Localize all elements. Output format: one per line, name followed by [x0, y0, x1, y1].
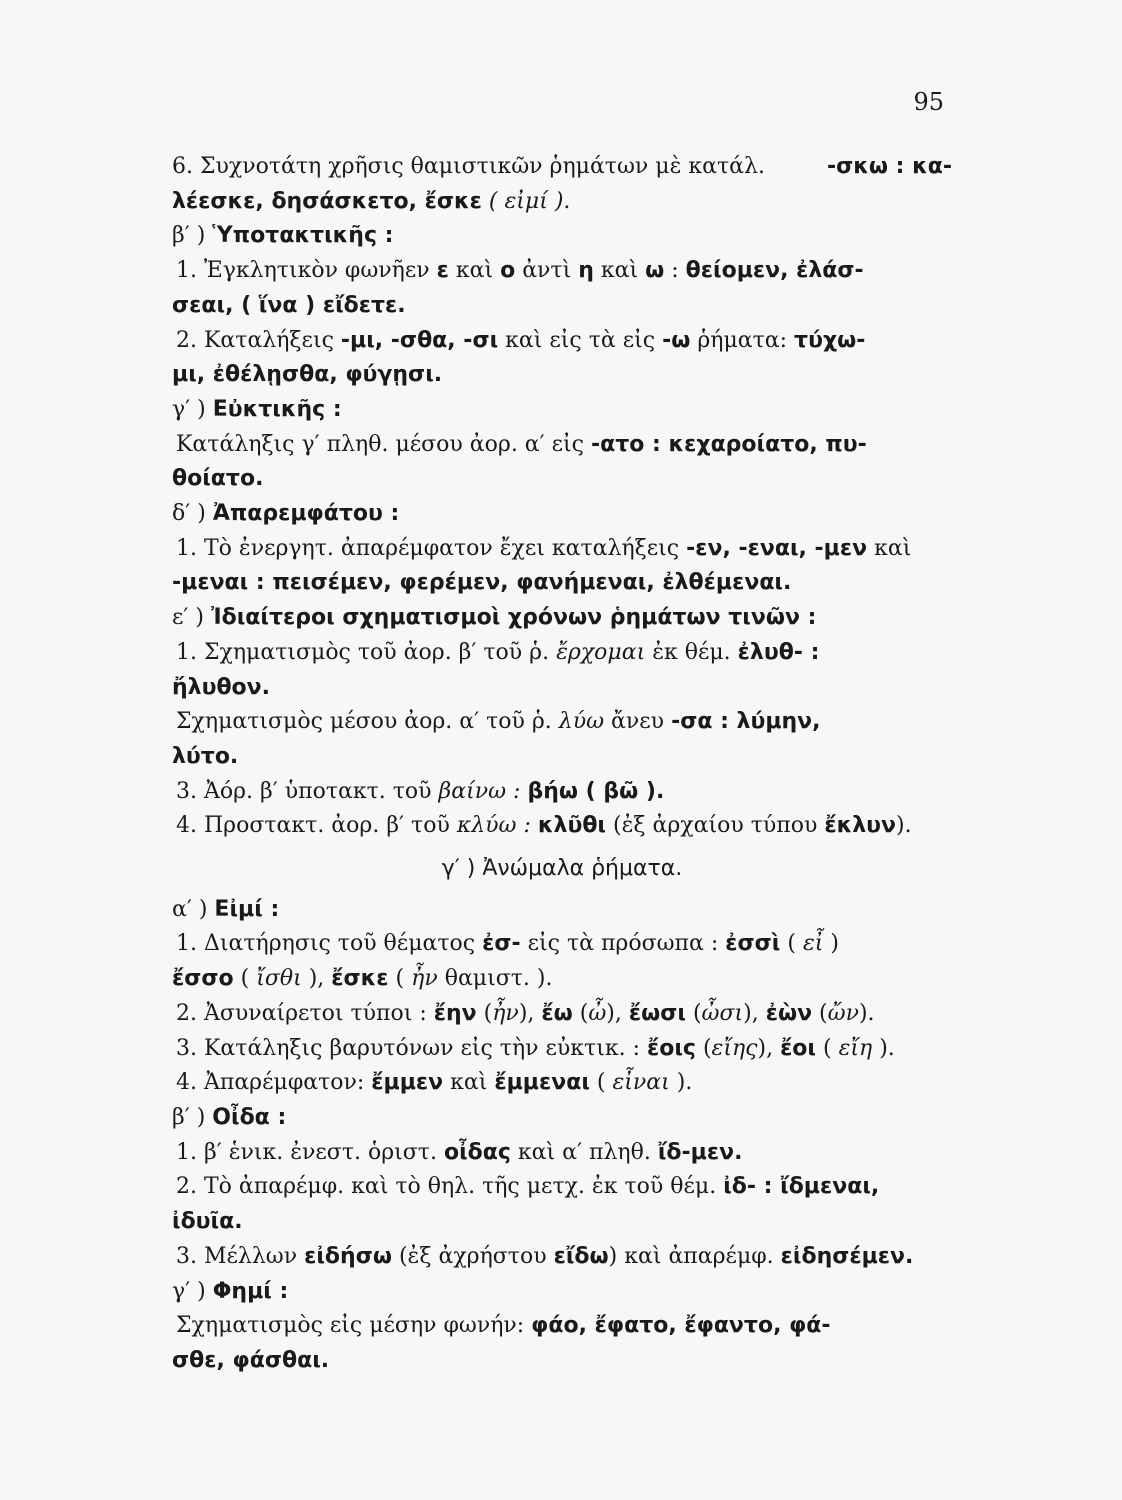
- text-line: 1. Διατήρησις τοῦ θέματος ἐσ- εἰς τὰ πρόσωπα : ἐσσὶ ( εἶ ): [176, 931, 839, 957]
- text-line: Σχηματισμὸς μέσου ἀορ. α′ τοῦ ῥ. λύω ἄνευ -σα : λύμην,: [176, 709, 821, 735]
- section-heading: β′ ) Οἶδα :: [172, 1104, 287, 1130]
- text-line: 2. Ἀσυναίρετοι τύποι : ἔην (ἦν), ἔω (ὦ), ἔωσι (ὦσι), ἐὼν (ὤν).: [176, 1000, 875, 1026]
- text-line: 1. β′ ἑνικ. ἐνεστ. ὁριστ. οἶδας καὶ α′ πληθ. ἴδ-μεν.: [176, 1139, 743, 1165]
- text-line: 3. Ἀόρ. β′ ὑποτακτ. τοῦ βαίνω : βήω ( βῶ ).: [176, 778, 665, 804]
- text-line: θοίατο.: [172, 466, 264, 492]
- text-line: ἤλυθον.: [172, 674, 271, 700]
- text-line: 6. Συχνοτάτη χρῆσις θαμιστικῶν ῥημάτων μὲ κατάλ. -σκω : κα-: [172, 154, 952, 179]
- text-line: 4. Προστακτ. ἀορ. β′ τοῦ κλύω : κλῦθι (ἐξ ἀρχαίου τύπου ἔκλυν).: [176, 813, 912, 839]
- text-line: 2. Καταλήξεις -μι, -σθα, -σι καὶ εἰς τὰ εἰς -ω ῥήματα: τύχω-: [176, 327, 866, 353]
- text-line: ἔσσο ( ἴσθι ), ἔσκε ( ἦν θαμιστ. ).: [172, 966, 553, 992]
- text-line: 3. Κατάληξις βαρυτόνων εἰς τὴν εὐκτικ. : ἔοις (εἴης), ἔοι ( εἴη ).: [176, 1035, 895, 1061]
- text-line: λέεσκε, δησάσκετο, ἔσκε ( εἰμί ).: [172, 188, 571, 214]
- text-line: Σχηματισμὸς εἰς μέσην φωνήν: φάο, ἔφατο, ἔφαντο, φά-: [176, 1313, 831, 1339]
- text-line: σεαι, ( ἵνα ) εἴδετε.: [172, 292, 406, 318]
- section-heading: γ′ ) Εὐκτικῆς :: [172, 396, 342, 422]
- section-heading: α′ ) Εἰμί :: [172, 896, 280, 922]
- document-body: [172, 150, 952, 1379]
- page-number: 95: [913, 88, 944, 116]
- section-heading: δ′ ) Ἀπαρεμφάτου :: [172, 501, 400, 527]
- text-line: λύτο.: [172, 743, 239, 769]
- text-line: μι, ἐθέλῃσθα, φύγῃσι.: [172, 362, 443, 388]
- text-line: 1. Τὸ ἐνεργητ. ἀπαρέμφατον ἔχει καταλήξεις -εν, -εναι, -μεν καὶ: [176, 535, 912, 561]
- text-line: 1. Σχηματισμὸς τοῦ ἀορ. β′ τοῦ ῥ. ἔρχομαι ἐκ θέμ. ἐλυθ- :: [176, 639, 820, 665]
- text-line: 2. Τὸ ἀπαρέμφ. καὶ τὸ θηλ. τῆς μετχ. ἐκ τοῦ θέμ. ἰδ- : ἴδμεναι,: [176, 1174, 880, 1200]
- section-heading: ε′ ) Ἰδιαίτεροι σχηματισμοὶ χρόνων ῥημάτων τινῶν :: [172, 605, 817, 631]
- text-line: ἰδυῖα.: [172, 1209, 243, 1235]
- section-heading: γ′ ) Φημί :: [172, 1278, 289, 1304]
- text-line: 4. Ἀπαρέμφατον: ἔμμεν καὶ ἔμμεναι ( εἶναι ).: [176, 1070, 693, 1096]
- chapter-heading: γ′ ) Ἀνώμαλα ῥήματα.: [441, 856, 683, 882]
- text-line: Κατάληξις γ′ πληθ. μέσου ἀορ. α′ εἰς -ατο : κεχαροίατο, πυ-: [176, 431, 867, 457]
- text-line: σθε, φάσθαι.: [172, 1347, 330, 1373]
- section-heading: β′ ) Ὑποτακτικῆς :: [172, 223, 394, 249]
- text-line: -μεναι : πεισέμεν, φερέμεν, φανήμεναι, ἐλθέμεναι.: [172, 570, 792, 596]
- text-line: 1. Ἐγκλητικὸν φωνῆεν ε καὶ ο ἀντὶ η καὶ ω : θείομεν, ἐλάσ-: [176, 258, 864, 284]
- text-line: 3. Μέλλων εἰδήσω (ἐξ ἀχρήστου εἴδω) καὶ ἀπαρέμφ. εἰδησέμεν.: [176, 1243, 914, 1269]
